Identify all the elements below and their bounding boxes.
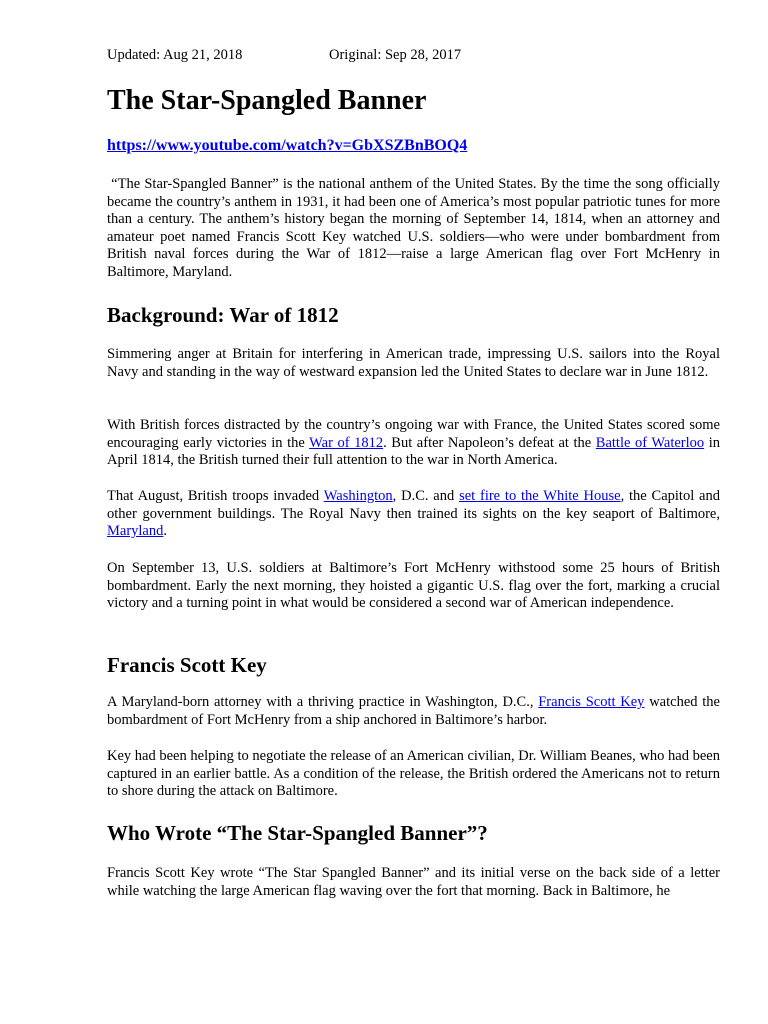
link-battle-of-waterloo[interactable]: Battle of Waterloo [595, 434, 705, 451]
updated-date: Updated: Aug 21, 2018 [107, 47, 243, 63]
link-war-of-1812[interactable]: War of 1812 [309, 434, 384, 451]
link-white-house-fire[interactable]: set fire to the White House [459, 488, 621, 504]
page-title: The Star-Spangled Banner [107, 85, 427, 116]
heading-background: Background: War of 1812 [107, 303, 339, 327]
intro-paragraph: “The Star-Spangled Banner” is the national anthem of the United States. By the time the song officially became the country’s anthem in 1931, it had been one of America’s most popular patriotic tunes for more than a century. The anthem’s history began the morning of September 14, 1814, when an attorney and amateur poet named Francis Scott Key watched U.S. soldiers—who were under bombardment from British naval forces during the War of 1812—raise a large American flag over Fort McHenry in Baltimore, Maryland. [107, 176, 720, 280]
background-paragraph-1: Simmering anger at Britain for interfering in American trade, impressing U.S. sailors into the Royal Navy and standing in the way of westward expansion led the United States to declare war in June 1812. [107, 346, 720, 380]
wrote-paragraph-1: Francis Scott Key wrote “The Star Spangled Banner” and its initial verse on the back side of a letter while watching the large American flag waving over the fort that morning. Back in Baltimore, he [107, 865, 720, 899]
original-date: Original: Sep 28, 2017 [329, 47, 462, 63]
heading-who-wrote: Who Wrote “The Star-Spangled Banner”? [107, 821, 488, 845]
youtube-link[interactable]: https://www.youtube.com/watch?v=GbXSZBnBOQ4 [107, 137, 468, 154]
link-washington[interactable]: Washington [323, 488, 393, 504]
background-paragraph-3: That August, British troops invaded Washington, D.C. and set fire to the White House, the Capitol and other government buildings. The Royal Navy then trained its sights on the key seaport of Baltimore, Maryland. [107, 488, 720, 540]
link-francis-scott-key[interactable]: Francis Scott Key [538, 694, 645, 710]
key-paragraph-1: A Maryland-born attorney with a thriving practice in Washington, D.C., Francis Scott Key watched the bombardment of Fort McHenry from a ship anchored in Baltimore’s harbor. [107, 694, 720, 728]
link-maryland[interactable]: Maryland [107, 523, 164, 540]
background-paragraph-2: With British forces distracted by the country’s ongoing war with France, the United States scored some encouraging early victories in the War of 1812. But after Napoleon’s defeat at the Battle of Waterloo in April 1814, the British turned their full attention to the war in North America. [107, 417, 720, 469]
heading-francis-scott-key: Francis Scott Key [107, 653, 267, 677]
key-paragraph-2: Key had been helping to negotiate the release of an American civilian, Dr. William Beanes, who had been captured in an earlier battle. As a condition of the release, the British ordered the Americans not to return to shore during the attack on Baltimore. [107, 748, 720, 800]
background-paragraph-4: On September 13, U.S. soldiers at Baltimore’s Fort McHenry withstood some 25 hours of British bombardment. Early the next morning, they hoisted a gigantic U.S. flag over the fort, marking a crucial victory and a turning point in what would be considered a second war of American independence. [107, 560, 720, 612]
date-line [107, 46, 462, 64]
